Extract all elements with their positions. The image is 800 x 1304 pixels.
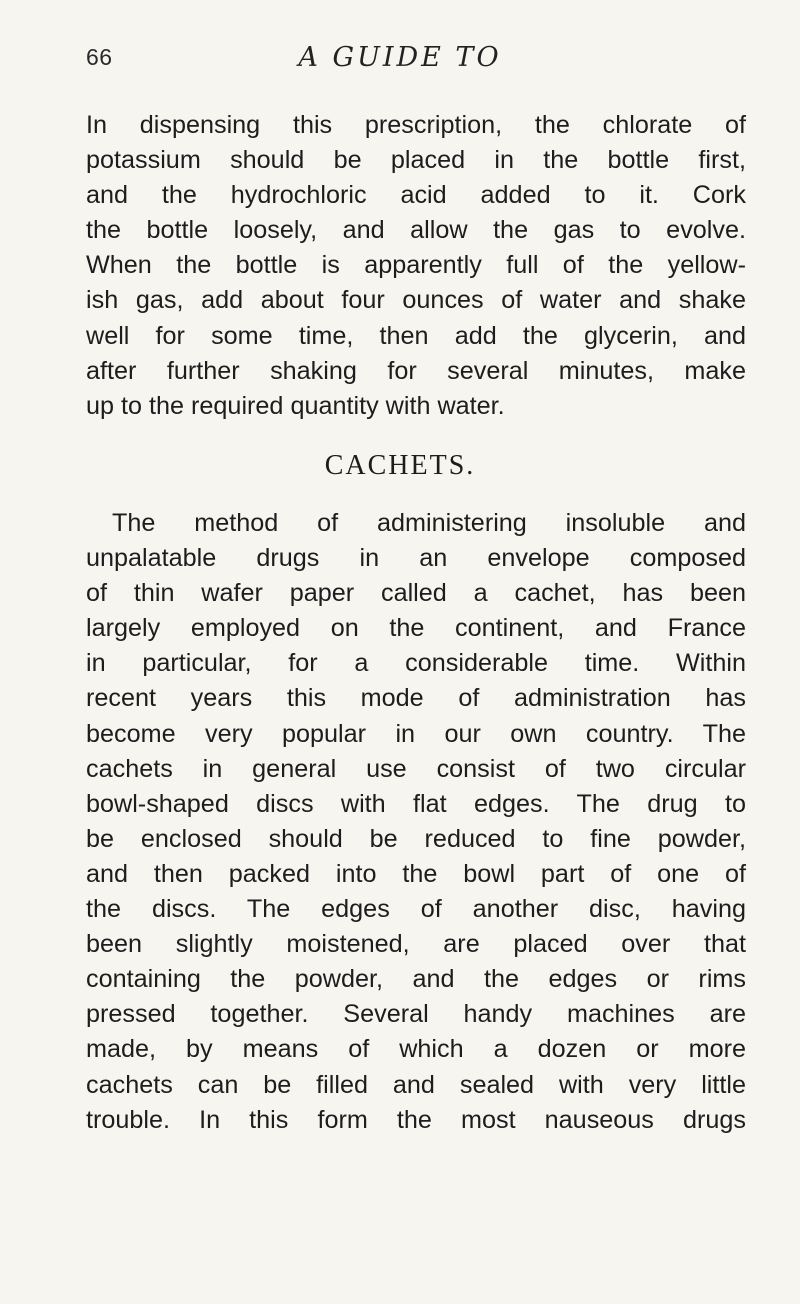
text-line: When the bottle is apparently full of the yellow-: [86, 251, 746, 280]
text-line: potassium should be placed in the bottle first,: [86, 146, 746, 175]
text-line: of thin wafer paper called a cachet, has been: [86, 579, 746, 608]
running-title: A GUIDE TO: [298, 42, 502, 73]
text-line: largely employed on the continent, and France: [86, 614, 746, 643]
page-number: 66: [86, 44, 113, 70]
text-line: In dispensing this prescription, the chlorate of: [86, 111, 746, 139]
text-line: become very popular in our own country. The: [86, 719, 746, 748]
text-line: in particular, for a considerable time. Within: [86, 649, 746, 678]
text-line: been slightly moistened, are placed over that: [86, 930, 746, 959]
text-line: containing the powder, and the edges or rims: [86, 965, 746, 994]
text-line: well for some time, then add the glycerin, and: [86, 321, 746, 350]
text-line: the discs. The edges of another disc, having: [86, 895, 746, 924]
text-line: made, by means of which a dozen or more: [86, 1035, 746, 1064]
text-line: recent years this mode of administration has: [86, 684, 746, 713]
text-line: ish gas, add about four ounces of water and shake: [86, 286, 746, 315]
text-line: The method of administering insoluble and: [112, 509, 746, 537]
text-line: unpalatable drugs in an envelope composed: [86, 544, 746, 573]
text-line: up to the required quantity with water.: [86, 391, 505, 420]
paragraph-dispensing: [86, 108, 746, 424]
text-line: bowl-shaped discs with flat edges. The drug to: [86, 789, 746, 818]
text-line: trouble. In this form the most nauseous drugs: [86, 1105, 746, 1134]
paragraph-cachets: [86, 506, 746, 1138]
text-line: after further shaking for several minutes, make: [86, 356, 746, 385]
text-line: and the hydrochloric acid added to it. Cork: [86, 181, 746, 210]
text-line: the bottle loosely, and allow the gas to evolve.: [86, 216, 746, 245]
text-line: pressed together. Several handy machines are: [86, 1000, 746, 1029]
text-line: be enclosed should be reduced to fine powder,: [86, 824, 746, 853]
section-heading: CACHETS.: [324, 450, 476, 481]
text-line: cachets in general use consist of two circular: [86, 754, 746, 783]
running-header: [0, 40, 800, 80]
text-line: and then packed into the bowl part of one of: [86, 859, 746, 888]
text-line: cachets can be filled and sealed with very little: [86, 1070, 746, 1099]
